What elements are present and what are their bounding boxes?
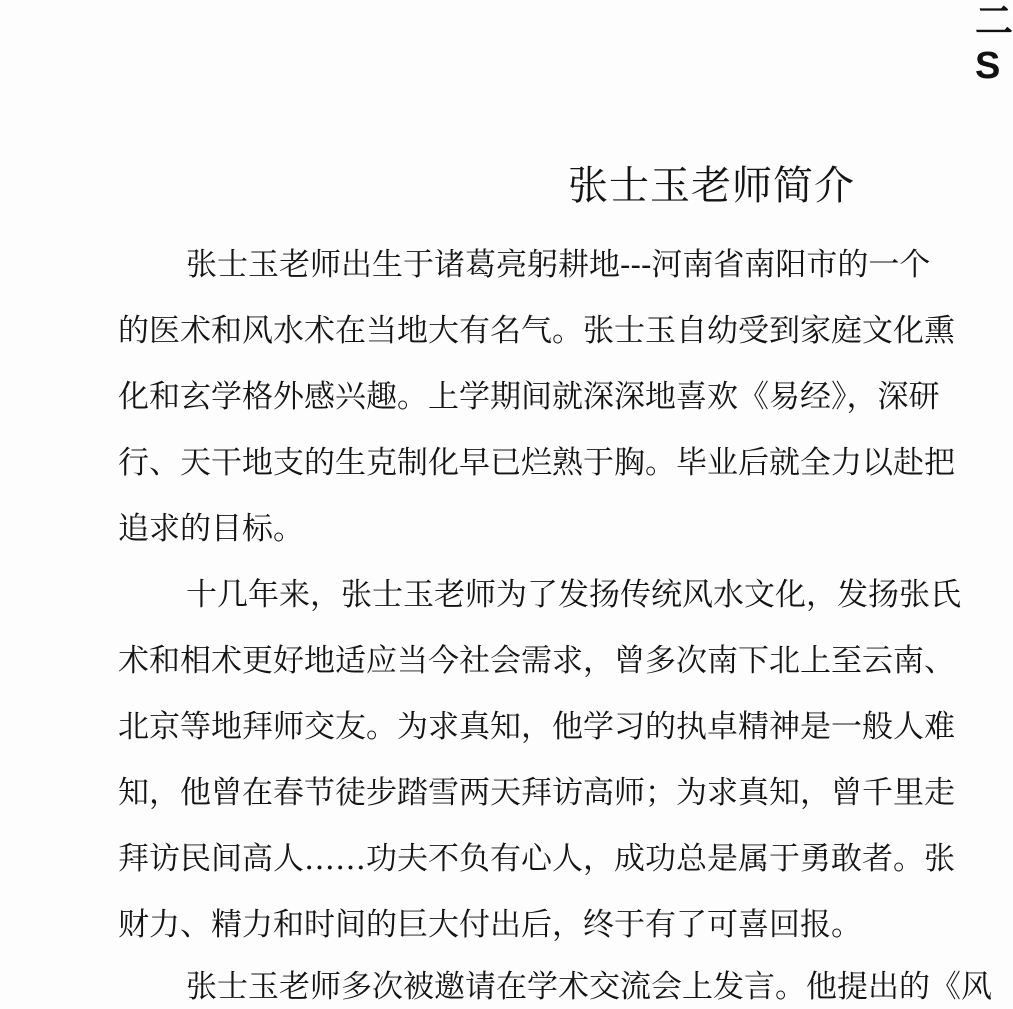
paragraph-3-line-1: 张士玉老师多次被邀请在学术交流会上发言。他提出的《风 — [186, 969, 992, 1005]
corner-line-1: 二 — [975, 1, 1013, 43]
paragraph-2-line-6: 财力、精力和时间的巨大付出后，终于有了可喜回报。 — [118, 907, 862, 943]
paragraph-2-line-5: 拜访民间高人……功夫不负有心人，成功总是属于勇敢者。张 — [118, 841, 955, 877]
paragraph-1-line-2: 的医术和风水术在当地大有名气。张士玉自幼受到家庭文化熏 — [118, 313, 955, 349]
paragraph-1-line-4: 行、天干地支的生克制化早已烂熟于胸。毕业后就全力以赴把 — [118, 445, 955, 481]
paragraph-2-line-1: 十几年来，张士玉老师为了发扬传统风水文化，发扬张氏 — [186, 577, 961, 613]
paragraph-1-line-5: 追求的目标。 — [118, 511, 304, 547]
paragraph-2-line-3: 北京等地拜师交友。为求真知，他学习的执卓精神是一般人难 — [118, 709, 955, 745]
corner-header-fragment — [975, 0, 1013, 88]
paragraph-1-line-1: 张士玉老师出生于诸葛亮躬耕地---河南省南阳市的一个 — [186, 247, 931, 283]
page-title: 张士玉老师简介 — [568, 163, 855, 209]
paragraph-2-line-4: 知，他曾在春节徒步踏雪两天拜访高师；为求真知，曾千里走 — [118, 775, 955, 811]
paragraph-2-line-2: 术和相术更好地适应当今社会需求，曾多次南下北上至云南、 — [118, 643, 955, 679]
paragraph-1-line-3: 化和玄学格外感兴趣。上学期间就深深地喜欢《易经》，深研 — [118, 379, 940, 415]
corner-line-2: S — [975, 45, 1001, 87]
